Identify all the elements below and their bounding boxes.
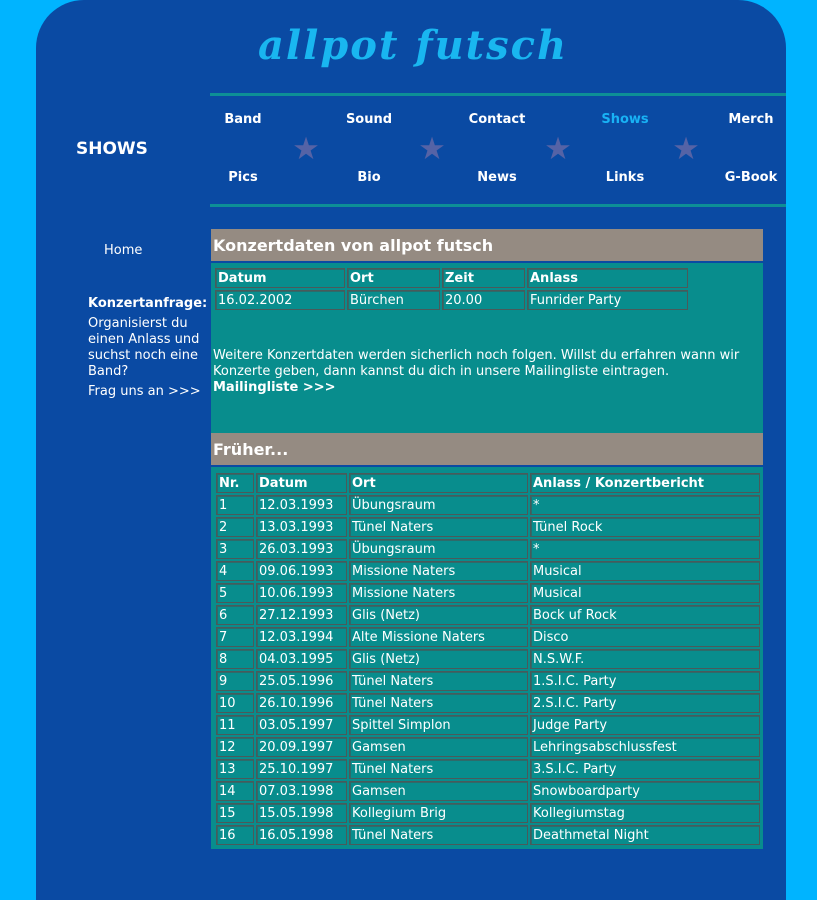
- table-cell: 13: [216, 759, 254, 779]
- table-cell: Lehringsabschlussfest: [530, 737, 760, 757]
- table-cell: Musical: [530, 561, 760, 581]
- upcoming-title: Konzertdaten von allpot futsch: [211, 229, 763, 263]
- table-cell: 25.10.1997: [256, 759, 347, 779]
- table-row: [216, 605, 760, 625]
- table-cell: Glis (Netz): [349, 605, 528, 625]
- star-icon: ★: [418, 131, 446, 167]
- table-row: [216, 649, 760, 669]
- past-shows-table: [214, 471, 762, 847]
- nav-bio[interactable]: Bio: [357, 170, 381, 185]
- table-row: [216, 781, 760, 801]
- table-cell: 04.03.1995: [256, 649, 347, 669]
- main-content: [211, 229, 763, 849]
- table-cell: Tünel Naters: [349, 671, 528, 691]
- booking-link[interactable]: Frag uns an >>>: [88, 384, 201, 399]
- mailing-list-link[interactable]: Mailingliste >>>: [213, 380, 336, 395]
- col-header: Ort: [347, 268, 440, 288]
- table-row: [216, 517, 760, 537]
- table-cell: Übungsraum: [349, 495, 528, 515]
- table-cell: Snowboardparty: [530, 781, 760, 801]
- table-cell: 15.05.1998: [256, 803, 347, 823]
- table-cell: 27.12.1993: [256, 605, 347, 625]
- table-cell: 4: [216, 561, 254, 581]
- table-row: [216, 583, 760, 603]
- table-cell: 12.03.1993: [256, 495, 347, 515]
- table-cell: Bock uf Rock: [530, 605, 760, 625]
- col-header: Ort: [349, 473, 528, 493]
- table-cell: Missione Naters: [349, 583, 528, 603]
- col-header: Datum: [215, 268, 345, 288]
- table-cell: 20.00: [442, 290, 525, 310]
- table-cell: Tünel Naters: [349, 693, 528, 713]
- col-header: Zeit: [442, 268, 525, 288]
- table-cell: *: [530, 495, 760, 515]
- table-cell: Übungsraum: [349, 539, 528, 559]
- table-header-row: [216, 473, 760, 493]
- col-header: Datum: [256, 473, 347, 493]
- table-cell: 10.06.1993: [256, 583, 347, 603]
- table-cell: 11: [216, 715, 254, 735]
- table-row: [216, 759, 760, 779]
- table-cell: Musical: [530, 583, 760, 603]
- table-cell: Deathmetal Night: [530, 825, 760, 845]
- table-cell: 09.06.1993: [256, 561, 347, 581]
- table-header-row: [215, 268, 688, 288]
- table-row: [216, 561, 760, 581]
- nav-links[interactable]: Links: [605, 170, 645, 185]
- table-cell: Bürchen: [347, 290, 440, 310]
- nav-merch[interactable]: Merch: [728, 112, 774, 127]
- table-cell: 1: [216, 495, 254, 515]
- table-cell: 10: [216, 693, 254, 713]
- table-row: [216, 803, 760, 823]
- table-cell: Kollegiumstag: [530, 803, 760, 823]
- table-cell: 9: [216, 671, 254, 691]
- home-link[interactable]: Home: [104, 243, 143, 258]
- table-cell: 5: [216, 583, 254, 603]
- table-cell: N.S.W.F.: [530, 649, 760, 669]
- site-logo[interactable]: allpot futsch: [258, 22, 569, 69]
- table-cell: 12: [216, 737, 254, 757]
- nav-news[interactable]: News: [477, 170, 517, 185]
- table-cell: 2.S.I.C. Party: [530, 693, 760, 713]
- table-cell: 03.05.1997: [256, 715, 347, 735]
- upcoming-note: [213, 348, 763, 396]
- nav-contact[interactable]: Contact: [468, 112, 526, 127]
- table-row: [216, 715, 760, 735]
- table-cell: 16.02.2002: [215, 290, 345, 310]
- table-row: [215, 290, 688, 310]
- table-cell: Kollegium Brig: [349, 803, 528, 823]
- col-header: Anlass: [527, 268, 688, 288]
- table-cell: 3: [216, 539, 254, 559]
- table-cell: Gamsen: [349, 737, 528, 757]
- table-cell: Judge Party: [530, 715, 760, 735]
- nav-gbook[interactable]: G-Book: [724, 170, 778, 185]
- star-icon: ★: [544, 131, 572, 167]
- table-cell: 16.05.1998: [256, 825, 347, 845]
- col-header: Anlass / Konzertbericht: [530, 473, 760, 493]
- note-text: Weitere Konzertdaten werden sicherlich noch folgen. Willst du erfahren wann wir Konzerte geben, dann kannst du dich in unsere Mailingliste eintragen.: [213, 348, 740, 379]
- table-row: [216, 627, 760, 647]
- table-cell: Funrider Party: [527, 290, 688, 310]
- table-row: [216, 825, 760, 845]
- table-cell: 1.S.I.C. Party: [530, 671, 760, 691]
- past-title: Früher...: [211, 433, 763, 467]
- table-cell: 25.05.1996: [256, 671, 347, 691]
- table-cell: Alte Missione Naters: [349, 627, 528, 647]
- table-cell: 20.09.1997: [256, 737, 347, 757]
- table-cell: 7: [216, 627, 254, 647]
- page-title: SHOWS: [76, 139, 148, 159]
- table-cell: 2: [216, 517, 254, 537]
- table-row: [216, 671, 760, 691]
- table-cell: 07.03.1998: [256, 781, 347, 801]
- table-cell: 8: [216, 649, 254, 669]
- nav-pics[interactable]: Pics: [228, 170, 258, 185]
- table-row: [216, 495, 760, 515]
- table-cell: 16: [216, 825, 254, 845]
- table-cell: Tünel Naters: [349, 759, 528, 779]
- table-cell: Missione Naters: [349, 561, 528, 581]
- table-cell: 12.03.1994: [256, 627, 347, 647]
- booking-text: Organisierst du einen Anlass und suchst noch eine Band?: [88, 316, 200, 379]
- star-icon: ★: [672, 131, 700, 167]
- table-cell: 13.03.1993: [256, 517, 347, 537]
- table-row: [216, 539, 760, 559]
- nav-band[interactable]: Band: [224, 112, 262, 127]
- table-cell: Spittel Simplon: [349, 715, 528, 735]
- table-cell: 15: [216, 803, 254, 823]
- table-cell: Tünel Naters: [349, 825, 528, 845]
- nav-shows[interactable]: Shows: [601, 112, 649, 127]
- table-cell: Gamsen: [349, 781, 528, 801]
- table-cell: Tünel Rock: [530, 517, 760, 537]
- nav-sound[interactable]: Sound: [345, 112, 393, 127]
- table-cell: Disco: [530, 627, 760, 647]
- table-cell: *: [530, 539, 760, 559]
- table-cell: 26.03.1993: [256, 539, 347, 559]
- table-cell: 14: [216, 781, 254, 801]
- table-cell: Glis (Netz): [349, 649, 528, 669]
- star-icon: ★: [292, 131, 320, 167]
- table-row: [216, 737, 760, 757]
- table-cell: Tünel Naters: [349, 517, 528, 537]
- booking-title: Konzertanfrage:: [88, 296, 208, 311]
- main-nav: [210, 93, 786, 207]
- table-row: [216, 693, 760, 713]
- table-cell: 26.10.1996: [256, 693, 347, 713]
- table-cell: 6: [216, 605, 254, 625]
- table-cell: 3.S.I.C. Party: [530, 759, 760, 779]
- upcoming-table: [213, 266, 690, 312]
- col-header: Nr.: [216, 473, 254, 493]
